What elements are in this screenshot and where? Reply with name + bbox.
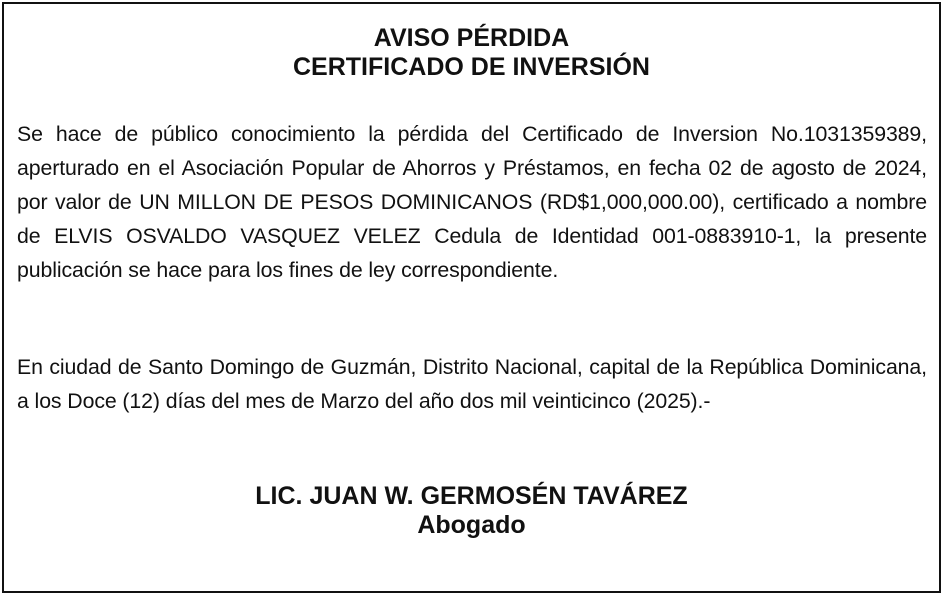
signature-block — [4, 482, 939, 540]
notice-subtitle: CERTIFICADO DE INVERSIÓN — [293, 53, 650, 81]
notice-heading — [4, 24, 939, 82]
notice-paragraph-date-place: En ciudad de Santo Domingo de Guzmán, Distrito Nacional, capital de la República Dominicana, a los Doce (12) días del mes de Marzo del año dos mil veinticinco (2025).- — [17, 355, 927, 413]
notice-paragraph-loss: Se hace de público conocimiento la pérdida del Certificado de Inversion No.1031359389, aperturado en el Asociación Popular de Ahorros y Préstamos, en fecha 02 de agosto de 2024, por valor de UN MILLON DE PESOS DOMINICANOS (RD$1,000,000.00), certificado a nombre de ELVIS OSVALDO VASQUEZ VELEZ Cedula de Identidad 001-0883910-1, la presente publicación se hace para los fines de ley correspondiente. — [17, 122, 927, 282]
notice-title: AVISO PÉRDIDA — [373, 24, 570, 52]
signatory-name: LIC. JUAN W. GERMOSÉN TAVÁREZ — [255, 482, 688, 510]
signatory-title: Abogado — [417, 511, 526, 539]
legal-notice-box — [2, 2, 941, 593]
